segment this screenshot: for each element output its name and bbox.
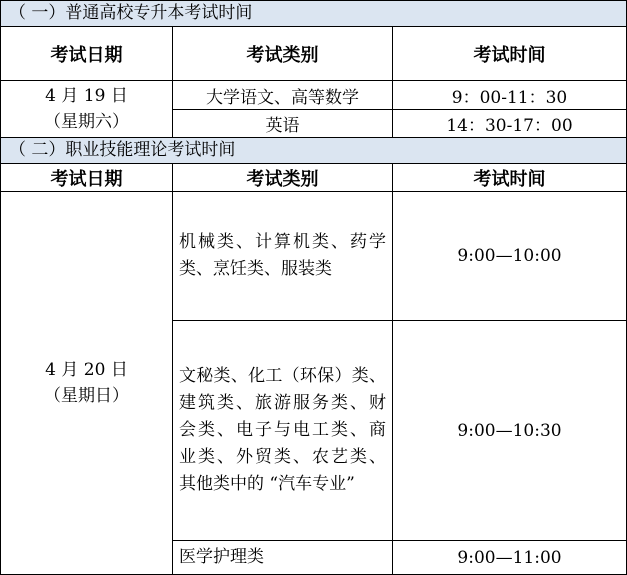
section1-title: （ 一）普通高校专升本考试时间: [0, 0, 627, 27]
s2-date-day: 4 月 20 日: [45, 360, 128, 380]
s2-row2-category: [172, 320, 393, 541]
s2-row2-time: 9:00—10:30: [392, 320, 627, 541]
s2-date-cell: [0, 191, 173, 575]
s1-row1-category: 大学语文、高等数学: [172, 80, 393, 110]
s1-header-date: 考试日期: [0, 26, 173, 81]
s1-row2-category: 英语: [172, 109, 393, 138]
s2-row3-category-text: 医学护理类: [179, 547, 264, 567]
s2-row2-category-text: 文秘类、化工（环保）类、 建筑类、旅游服务类、财 会类、电子与电工类、商 业类、外贸类、农艺类、 其他类中的 “汽车专业”: [179, 366, 386, 494]
s2-row3-time: 9:00—11:00: [392, 540, 627, 575]
s2-header-category: 考试类别: [172, 163, 393, 192]
s2-header-time: 考试时间: [392, 163, 627, 192]
s2-row1-category-text: 机械类、计算机类、药学 类、烹饪类、服装类: [179, 232, 386, 279]
s2-header-date: 考试日期: [0, 163, 173, 192]
s1-date-cell: [0, 80, 173, 138]
s1-date-day: 4 月 19 日: [45, 86, 128, 106]
s1-header-time: 考试时间: [392, 26, 627, 81]
s1-row2-time: 14：30-17：00: [392, 109, 627, 138]
s2-row1-category: [172, 191, 393, 321]
s1-header-category: 考试类别: [172, 26, 393, 81]
s1-date-weekday: （星期六）: [44, 112, 129, 132]
s2-row1-time: 9:00—10:00: [392, 191, 627, 321]
s1-row1-time: 9：00-11：30: [392, 80, 627, 110]
s2-row3-category: [172, 540, 393, 575]
section2-title: （ 二）职业技能理论考试时间: [0, 137, 627, 164]
s2-date-weekday: （星期日）: [44, 386, 129, 406]
